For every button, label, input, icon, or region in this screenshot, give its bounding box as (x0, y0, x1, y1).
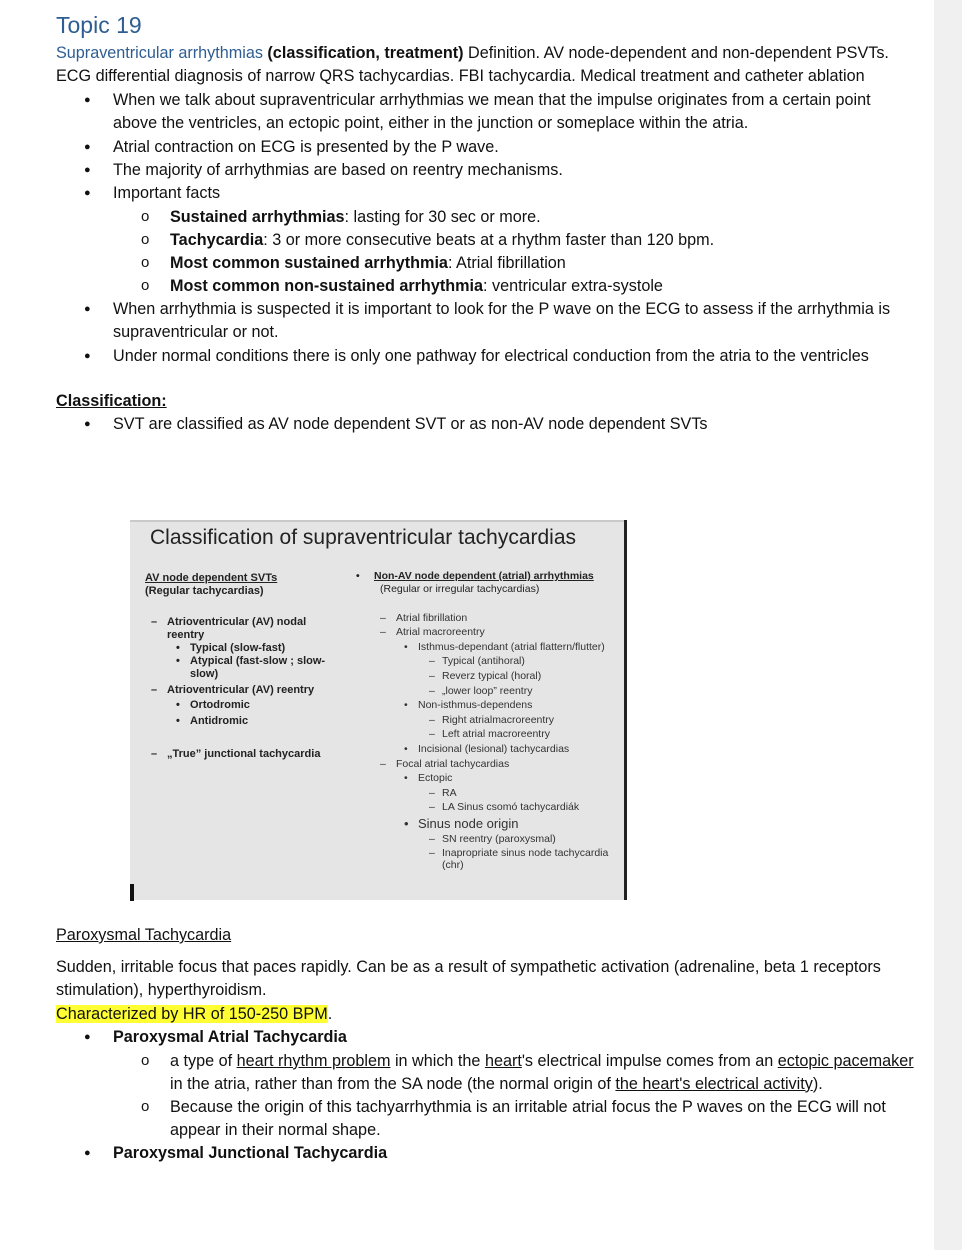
slide-top-edge (130, 520, 624, 522)
heart-rate-note (56, 1003, 916, 1026)
slide-right-item: • Incisional (lesional) tachycardias (404, 742, 570, 755)
fact-term: Most common non-sustained arrhythmia (170, 276, 483, 295)
list-item (113, 275, 916, 298)
paroxysmal-list (56, 1026, 916, 1165)
list-item: o Because the origin of this tachyarrhythmia is an irritable atrial focus the P waves on the ECG will not appear in their normal shape. (113, 1096, 916, 1142)
list-item: ● Under normal conditions there is only one pathway for electrical conduction from the atria to the ventricles (56, 345, 916, 368)
important-facts-label: Important facts (113, 184, 221, 203)
topic-intro (56, 42, 916, 89)
link-heart[interactable]: heart (484, 1051, 522, 1070)
pjt-label: Paroxysmal Junctional Tachycardia (113, 1143, 388, 1162)
slide-right-item: – SN reentry (paroxysmal) (429, 832, 556, 845)
fact-text: : Atrial fibrillation (447, 253, 566, 272)
slide-left-item: – Atrioventricular (AV) nodal reentry (151, 616, 307, 641)
slide-right-item: – Atrial fibrillation (380, 611, 468, 624)
list-item (56, 182, 916, 297)
facts-list (113, 206, 916, 298)
slide-right-head: • Non-AV node dependent (atrial) arrhythmias (356, 570, 594, 582)
slide-left-head: AV node dependent SVTs (145, 572, 278, 584)
link-heart-electrical-activity[interactable]: the heart's electrical activity (615, 1074, 813, 1093)
list-item: o a type of heart rhythm problem in which the heart's electrical impulse comes from an ectopic pacemaker in the atria, rather than from the SA node (the normal origin of the heart's electrical activity). (113, 1050, 916, 1096)
period-text: . (327, 1004, 333, 1023)
intro-bullets (56, 89, 916, 368)
pat-label: Paroxysmal Atrial Tachycardia (113, 1028, 347, 1047)
slide-right-item: – Reverz typical (horal) (429, 669, 542, 682)
list-item: ● The majority of arrhythmias are based on reentry mechanisms. (56, 159, 916, 182)
list-item: ● When we talk about supraventricular arrhythmias we mean that the impulse originates from a certain point above the ventricles, an ectopic point, either in the junction or someplace within the atria. (56, 89, 916, 136)
slide-right-sub: (Regular or irregular tachycardias) (380, 583, 540, 595)
slide-left-item: – Atrioventricular (AV) reentry (151, 684, 315, 696)
slide-right-item: – Typical (antihoral) (429, 655, 525, 668)
fact-term: Sustained arrhythmias (170, 207, 345, 226)
slide-right-item: – RA (429, 786, 457, 799)
fact-text: : ventricular extra-systole (483, 276, 663, 295)
paroxysmal-heading: Paroxysmal Tachycardia (56, 926, 232, 944)
slide-left-item: • Antidromic (176, 715, 249, 727)
list-item: ● When arrhythmia is suspected it is important to look for the P wave on the ECG to assess if the arrhythmia is supraventricular or not. (56, 298, 916, 345)
slide-left-item: • Ortodromic (176, 699, 250, 711)
list-item (56, 1142, 916, 1165)
slide-right-item: • Ectopic (404, 772, 453, 785)
list-item: ● Atrial contraction on ECG is presented by the P wave. (56, 136, 916, 159)
slide-left-item: – „True” junctional tachycardia (151, 748, 321, 760)
fact-term: Most common sustained arrhythmia (170, 253, 448, 272)
fact-text: : 3 or more consecutive beats at a rhythm faster than 120 bpm. (263, 230, 715, 249)
page-scrollbar[interactable] (934, 0, 962, 1250)
slide-right-item: – Left atrial macroreentry (429, 728, 550, 741)
slide-right-item: • Isthmus-dependant (atrial flattern/flutter) (404, 640, 605, 653)
highlighted-text: Characterized by HR of 150-250 BPM (56, 1004, 328, 1023)
slide-right-item: • Non-isthmus-dependens (404, 699, 533, 712)
intro-subject: Supraventricular arrhythmias (56, 44, 263, 62)
slide-title: Classification of supraventricular tachycardias (150, 526, 577, 549)
classification-bullets (56, 413, 916, 436)
slide-right-item: – „lower loop” reentry (429, 684, 533, 697)
list-item (56, 1026, 916, 1141)
classification-slide-image (130, 520, 627, 900)
slide-left-sub: (Regular tachycardias) (145, 585, 264, 597)
list-item: ● SVT are classified as AV node dependent SVT or as non-AV node dependent SVTs (56, 413, 916, 436)
slide-right-item: • Sinus node origin (404, 815, 519, 831)
document-page (56, 8, 916, 436)
paroxysmal-section (56, 924, 916, 1165)
list-item (113, 206, 916, 229)
slide-right-column (356, 570, 618, 871)
slide-right-item: – Atrial macroreentry (380, 626, 485, 639)
intro-bold: (classification, treatment) (267, 44, 464, 62)
slide-corner-mark (130, 884, 134, 901)
link-heart-rhythm-problem[interactable]: heart rhythm problem (236, 1051, 391, 1070)
list-item (113, 252, 916, 275)
slide-left-column (145, 572, 330, 761)
slide-right-item: – Inapropriate sinus node tachycardia (chr) (429, 846, 609, 871)
list-item (113, 229, 916, 252)
fact-term: Tachycardia (170, 230, 264, 249)
link-ectopic-pacemaker[interactable]: ectopic pacemaker (777, 1051, 914, 1070)
fact-text: : lasting for 30 sec or more. (344, 207, 541, 226)
slide-right-item: – LA Sinus csomó tachycardiák (429, 801, 580, 814)
slide-left-item: • Typical (slow-fast) (176, 642, 286, 654)
intro-rest: Definition. AV node-dependent and non-dependent PSVTs. ECG differential diagnosis of narrow QRS tachycardias. FBI tachycardia. Medical treatment and catheter ablation (56, 44, 889, 86)
pat-sublist (113, 1050, 916, 1142)
slide-left-item: • Atypical (fast-slow ; slow-slow) (176, 655, 326, 680)
slide-right-item: – Right atrialmacroreentry (429, 713, 555, 726)
classification-heading: Classification: (56, 392, 167, 411)
topic-title: Topic 19 (56, 12, 142, 38)
slide-right-item: – Focal atrial tachycardias (380, 757, 510, 770)
paroxysmal-paragraph: Sudden, irritable focus that paces rapidly. Can be as a result of sympathetic activation (adrenaline, beta 1 receptors stimulation), hyperthyroidism. (56, 958, 881, 1000)
